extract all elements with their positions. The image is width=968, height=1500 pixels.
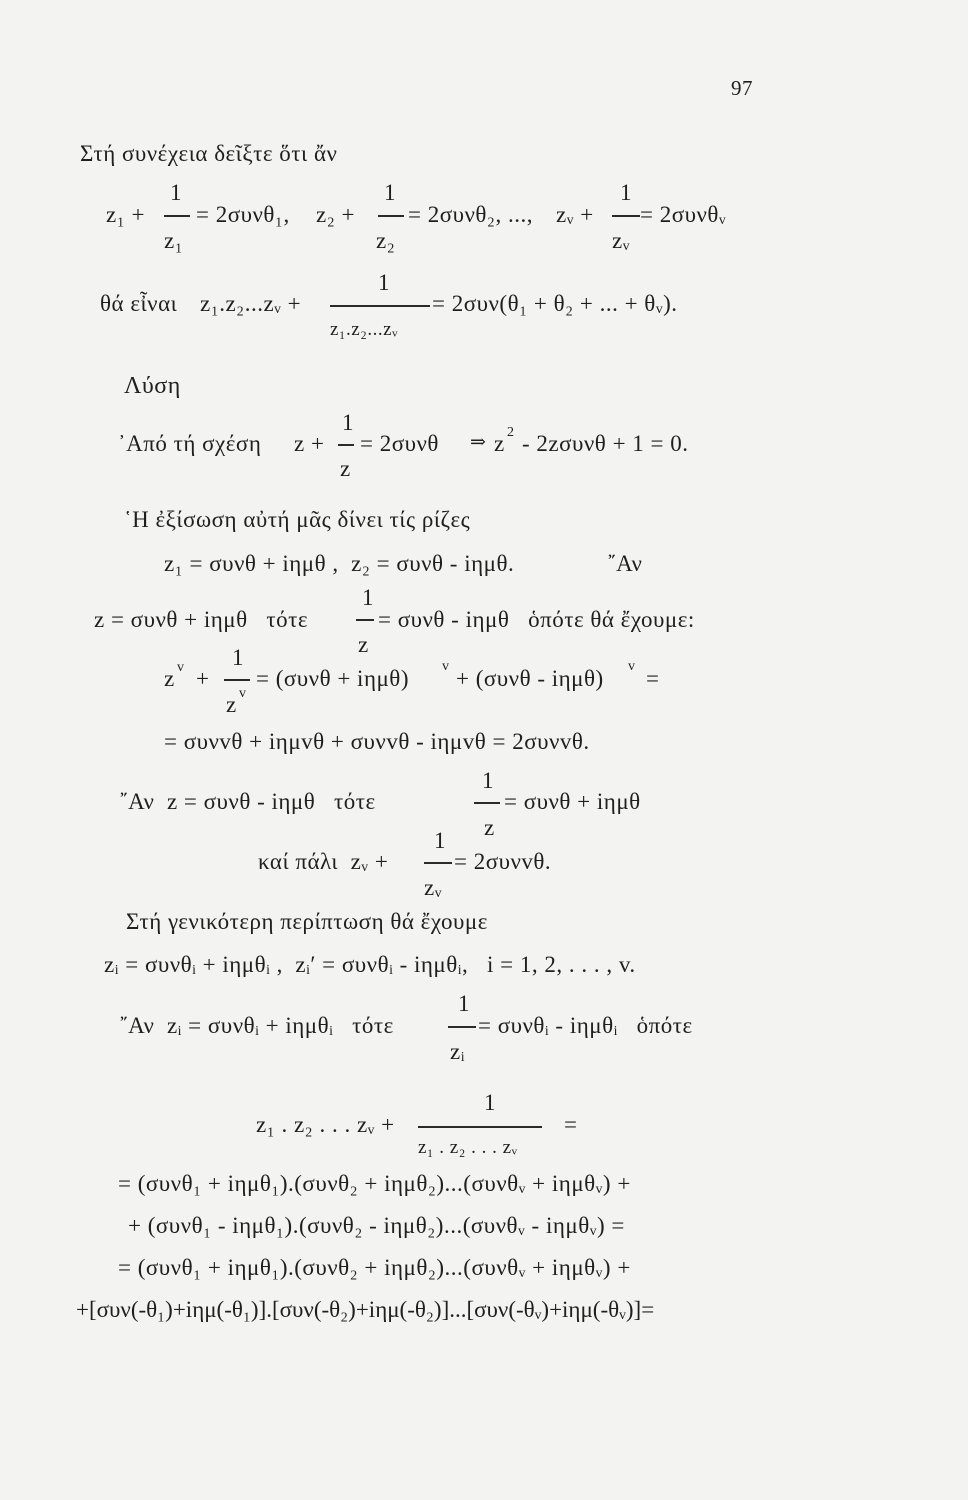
case3-denominator: zᵢ bbox=[450, 1039, 465, 1064]
product-eq: = bbox=[564, 1112, 578, 1137]
fraction-bar bbox=[338, 444, 354, 446]
again-rhs: = 2συνvθ. bbox=[454, 849, 552, 874]
given-numerator-2: 1 bbox=[384, 180, 396, 205]
given-lhs-2: z₂ + bbox=[316, 202, 355, 227]
fraction-bar bbox=[612, 215, 640, 217]
product-numerator: 1 bbox=[484, 1090, 496, 1115]
relation-rest: - 2zσυνθ + 1 = 0. bbox=[522, 431, 689, 456]
case2-rhs: = συνθ + iημθ bbox=[504, 789, 641, 814]
given-rhs-1: = 2συνθ₁, bbox=[196, 202, 290, 227]
roots-text: ῾Η ἐξίσωση αὐτή μᾶς δίνει τίς ρίζες bbox=[124, 507, 471, 532]
claim-prefix: θά εἶναι bbox=[100, 291, 178, 316]
case1-numerator: 1 bbox=[362, 585, 374, 610]
case1-rhs: = συνθ - iημθ ὁπότε θά ἔχουμε: bbox=[378, 607, 695, 632]
relation-numerator: 1 bbox=[342, 410, 354, 435]
case2-denominator: z bbox=[484, 815, 495, 840]
power-plus2: + (συνθ - iημθ) bbox=[456, 666, 604, 691]
fraction-bar bbox=[474, 802, 500, 804]
given-numerator-1: 1 bbox=[170, 180, 182, 205]
product-denominator: z₁ . z₂ . . . zᵥ bbox=[418, 1137, 518, 1158]
power-result: = συνvθ + iημvθ + συνvθ - iημvθ = 2συνvθ. bbox=[164, 729, 590, 754]
power-exp-1: v bbox=[442, 659, 450, 674]
again-prefix: καί πάλι zᵥ + bbox=[258, 849, 389, 874]
case1-lhs: z = συνθ + iημθ τότε bbox=[94, 607, 309, 632]
given-lhs-1: z₁ + bbox=[106, 202, 145, 227]
given-rhs-2: = 2συνθ₂, ..., bbox=[408, 202, 533, 227]
again-numerator: 1 bbox=[434, 828, 446, 853]
relation-prefix: ᾿Από τή σχέση bbox=[118, 431, 262, 456]
case3-numerator: 1 bbox=[458, 991, 470, 1016]
given-rhs-v: = 2συνθᵥ bbox=[640, 202, 727, 227]
relation-rhs: = 2συνθ bbox=[360, 431, 439, 456]
power-plus: + bbox=[196, 666, 210, 691]
claim-rhs: = 2συν(θ₁ + θ₂ + ... + θᵥ). bbox=[432, 291, 678, 316]
fraction-bar bbox=[164, 215, 190, 217]
claim-numerator: 1 bbox=[378, 270, 390, 295]
general-text: Στή γενικότερη περίπτωση θά ἔχουμε bbox=[126, 909, 488, 934]
implies-arrow: ⇒ bbox=[470, 432, 487, 453]
roots-line: z₁ = συνθ + iημθ , z₂ = συνθ - iημθ. bbox=[164, 551, 515, 576]
power-eq-end: = bbox=[646, 666, 660, 691]
fraction-bar bbox=[424, 862, 452, 864]
relation-z: z bbox=[494, 431, 505, 456]
given-denominator-2: z₂ bbox=[376, 228, 396, 253]
power-den-exponent: v bbox=[239, 686, 247, 701]
given-denominator-v: zᵥ bbox=[612, 228, 630, 253]
given-denominator-1: z₁ bbox=[164, 228, 184, 253]
claim-product: z₁.z₂...zᵥ + bbox=[200, 291, 302, 316]
fraction-bar bbox=[330, 305, 430, 307]
claim-denominator: z₁.z₂...zᵥ bbox=[330, 319, 399, 340]
power-denominator: z bbox=[226, 692, 237, 717]
case1-denominator: z bbox=[358, 632, 369, 657]
expansion-line: = (συνθ₁ + iημθ₁).(συνθ₂ + iημθ₂)...(συνθᵥ + iημθᵥ) + bbox=[118, 1255, 631, 1280]
relation-lhs: z + bbox=[294, 431, 325, 456]
expansion-line: = (συνθ₁ + iημθ₁).(συνθ₂ + iημθ₂)...(συνθᵥ + iημθᵥ) + bbox=[118, 1171, 631, 1196]
power-z: z bbox=[164, 666, 175, 691]
case2-numerator: 1 bbox=[482, 768, 494, 793]
fraction-bar bbox=[448, 1026, 476, 1028]
power-exp-2: v bbox=[628, 659, 636, 674]
case3-rhs: = συνθᵢ - iημθᵢ ὁπότε bbox=[478, 1013, 693, 1038]
product-lhs: z₁ . z₂ . . . zᵥ + bbox=[256, 1112, 395, 1137]
case2-lhs: ῎Αν z = συνθ - iημθ τότε bbox=[120, 789, 376, 814]
roots-an: ῎Αν bbox=[608, 551, 643, 576]
given-lhs-v: zᵥ + bbox=[556, 202, 594, 227]
power-eq: = (συνθ + iημθ) bbox=[256, 666, 409, 691]
power-exponent: v bbox=[177, 660, 185, 675]
fraction-bar bbox=[224, 679, 250, 681]
relation-exponent: 2 bbox=[507, 425, 515, 440]
fraction-bar bbox=[378, 215, 404, 217]
power-numerator: 1 bbox=[232, 645, 244, 670]
relation-denominator: z bbox=[340, 456, 351, 481]
fraction-bar bbox=[418, 1126, 542, 1128]
given-numerator-v: 1 bbox=[620, 180, 632, 205]
expansion-line: + (συνθ₁ - iημθ₁).(συνθ₂ - iημθ₂)...(συνθᵥ - iημθᵥ) = bbox=[128, 1213, 625, 1238]
intro-text: Στή συνέχεια δεῖξτε ὅτι ἄν bbox=[80, 141, 338, 166]
solution-heading: Λύση bbox=[124, 373, 181, 399]
general-line: zᵢ = συνθᵢ + iημθᵢ , zᵢ′ = συνθᵢ - iημθᵢ, i = 1, 2, . . . , v. bbox=[104, 952, 636, 977]
page-number: 97 bbox=[731, 76, 753, 100]
fraction-bar bbox=[356, 619, 374, 621]
again-denominator: zᵥ bbox=[424, 875, 442, 900]
case3-lhs: ῎Αν zᵢ = συνθᵢ + iημθᵢ τότε bbox=[120, 1013, 394, 1038]
expansion-line: +[συν(-θ₁)+iημ(-θ₁)].[συν(-θ₂)+iημ(-θ₂)]...[συν(-θᵥ)+iημ(-θᵥ)]= bbox=[76, 1297, 655, 1322]
